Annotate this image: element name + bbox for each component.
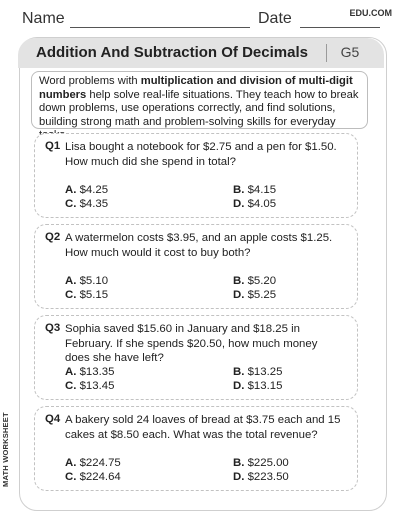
option-b[interactable] xyxy=(233,275,276,287)
name-label: Name xyxy=(22,10,65,27)
date-line[interactable] xyxy=(300,27,380,28)
question-text: Lisa bought a notebook for $2.75 and a pen for $1.50. How much did she spend in total? xyxy=(65,141,337,168)
option-letter: C. xyxy=(65,289,77,301)
option-value: $4.15 xyxy=(247,184,277,196)
question-number: Q4 xyxy=(45,413,61,425)
option-value: $5.15 xyxy=(79,289,109,301)
option-letter: C. xyxy=(65,198,77,210)
option-d[interactable] xyxy=(233,198,276,210)
question-card-4 xyxy=(34,406,358,491)
edu-logo: EDU.COM xyxy=(349,8,392,18)
question-card-3 xyxy=(34,315,358,400)
option-letter: A. xyxy=(65,275,77,287)
question-number: Q1 xyxy=(45,140,61,152)
option-a[interactable] xyxy=(65,457,121,469)
option-letter: C. xyxy=(65,471,77,483)
option-value: $13.15 xyxy=(247,380,283,392)
question-card-1 xyxy=(34,133,358,218)
option-value: $13.35 xyxy=(79,366,115,378)
intro-box xyxy=(31,71,368,129)
option-c[interactable] xyxy=(65,380,114,392)
option-a[interactable] xyxy=(65,366,114,378)
question-text: A watermelon costs $3.95, and an apple costs $1.25. How much would it cost to buy both? xyxy=(65,232,333,259)
option-value: $5.20 xyxy=(247,275,277,287)
option-letter: D. xyxy=(233,289,245,301)
question-text: A bakery sold 24 loaves of bread at $3.75 each and 15 cakes at $8.50 each. What was the total revenue? xyxy=(65,414,341,441)
question-number: Q2 xyxy=(45,231,61,243)
side-label: MATH WORKSHEET xyxy=(1,412,10,487)
grade-badge: G5 xyxy=(340,44,360,60)
date-label: Date xyxy=(258,10,292,27)
option-a[interactable] xyxy=(65,184,108,196)
option-b[interactable] xyxy=(233,457,289,469)
option-value: $223.50 xyxy=(247,471,289,483)
option-value: $224.64 xyxy=(79,471,121,483)
option-c[interactable] xyxy=(65,471,121,483)
question-text: Sophia saved $15.60 in January and $18.25 in February. If she spends $20.50, how much money does she have left? xyxy=(65,323,318,364)
option-value: $224.75 xyxy=(79,457,121,469)
option-letter: B. xyxy=(233,184,245,196)
option-letter: A. xyxy=(65,366,77,378)
option-c[interactable] xyxy=(65,198,108,210)
option-letter: D. xyxy=(233,471,245,483)
option-value: $4.05 xyxy=(247,198,277,210)
option-letter: B. xyxy=(233,275,245,287)
option-value: $13.45 xyxy=(79,380,115,392)
option-value: $5.10 xyxy=(79,275,109,287)
option-d[interactable] xyxy=(233,289,276,301)
option-letter: B. xyxy=(233,457,245,469)
option-d[interactable] xyxy=(233,380,282,392)
grade-divider xyxy=(326,44,327,62)
option-b[interactable] xyxy=(233,184,276,196)
intro-text-start: Word problems with xyxy=(39,75,141,87)
option-d[interactable] xyxy=(233,471,289,483)
option-value: $5.25 xyxy=(247,289,277,301)
question-number: Q3 xyxy=(45,322,61,334)
option-value: $225.00 xyxy=(247,457,289,469)
option-letter: A. xyxy=(65,457,77,469)
worksheet-title: Addition And Subtraction Of Decimals xyxy=(36,44,308,61)
question-card-2 xyxy=(34,224,358,309)
option-value: $13.25 xyxy=(247,366,283,378)
name-line[interactable] xyxy=(70,27,250,28)
option-value: $4.35 xyxy=(79,198,109,210)
option-letter: C. xyxy=(65,380,77,392)
option-letter: B. xyxy=(233,366,245,378)
intro-text-bold: multiplication and division of multi-digit numbers xyxy=(39,75,353,101)
option-c[interactable] xyxy=(65,289,108,301)
option-value: $4.25 xyxy=(79,184,109,196)
option-b[interactable] xyxy=(233,366,282,378)
option-letter: D. xyxy=(233,198,245,210)
intro-text-end: help solve real-life situations. They teach how to break down problems, use operations correctly, and find solutions, building strong math and problem-solving skills for everyday xyxy=(39,88,359,128)
option-letter: D. xyxy=(233,380,245,392)
option-letter: A. xyxy=(65,184,77,196)
option-a[interactable] xyxy=(65,275,108,287)
